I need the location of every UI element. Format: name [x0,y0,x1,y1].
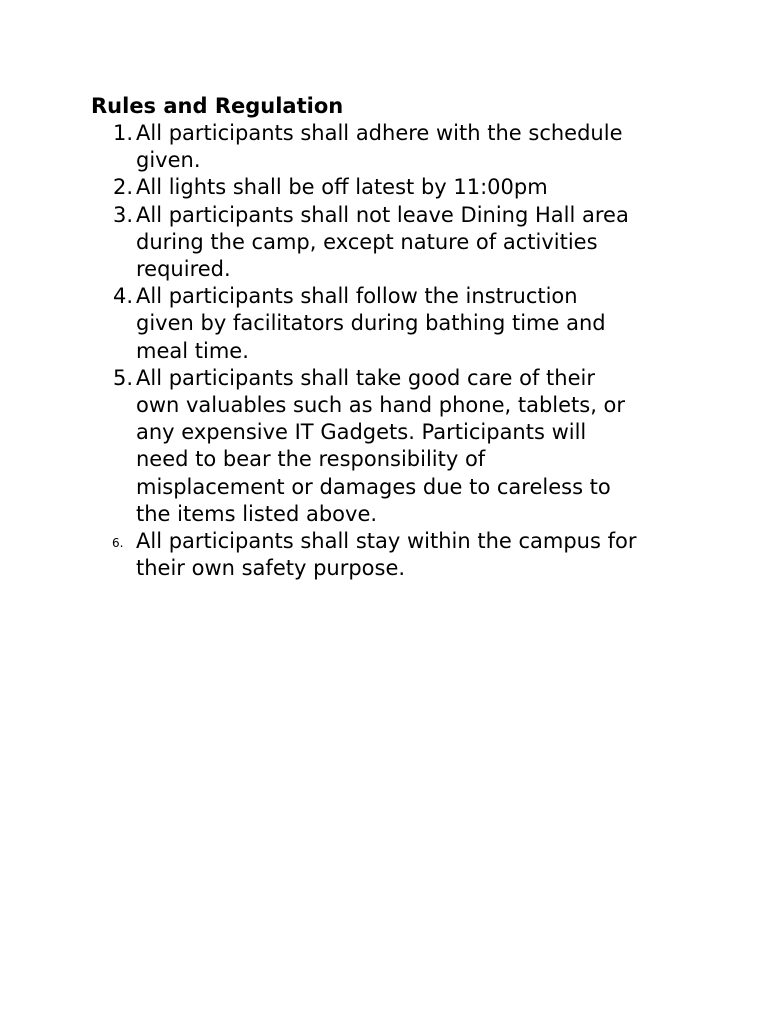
rule-item-1 [91,120,691,174]
rule-item-6 [91,528,691,582]
rule-line: own valuables such as hand phone, tablets, or [136,393,626,418]
rule-line: given. [136,148,201,173]
rule-line: All participants shall follow the instruction [136,284,578,309]
rule-item-2 [91,174,691,201]
rule-number: 1. [113,121,134,145]
rule-line: All lights shall be off latest by 11:00pm [136,175,548,200]
rule-item-5 [91,365,691,528]
rule-item-3 [91,202,691,284]
rule-line: given by facilitators during bathing time and [136,311,606,336]
rule-number: 3. [113,202,134,227]
rule-line: All participants shall take good care of their [136,365,595,390]
rule-item-4 [91,283,691,365]
rule-number: 2. [113,175,134,200]
rule-line: All participants shall not leave Dining Hall area [136,202,629,227]
rule-line: the items listed above. [136,501,378,526]
page-title: Rules and Regulation [91,94,344,118]
rule-line: meal time. [136,338,249,363]
rule-line: required. [136,257,231,282]
rule-line: any expensive IT Gadgets. Participants will [136,420,587,445]
rule-line: All participants shall adhere with the schedule [136,121,623,145]
rule-number: 4. [113,284,134,309]
rule-line: their own safety purpose. [136,556,406,581]
rule-line: need to bear the responsibility of [136,447,486,472]
rule-line: All participants shall stay within the campus for [136,529,637,554]
rules-list [91,120,691,582]
rule-line: during the camp, except nature of activities [136,229,598,254]
rule-number: 5. [113,365,134,390]
rule-number: 6. [112,536,124,551]
rule-line: misplacement or damages due to careless to [136,474,611,499]
